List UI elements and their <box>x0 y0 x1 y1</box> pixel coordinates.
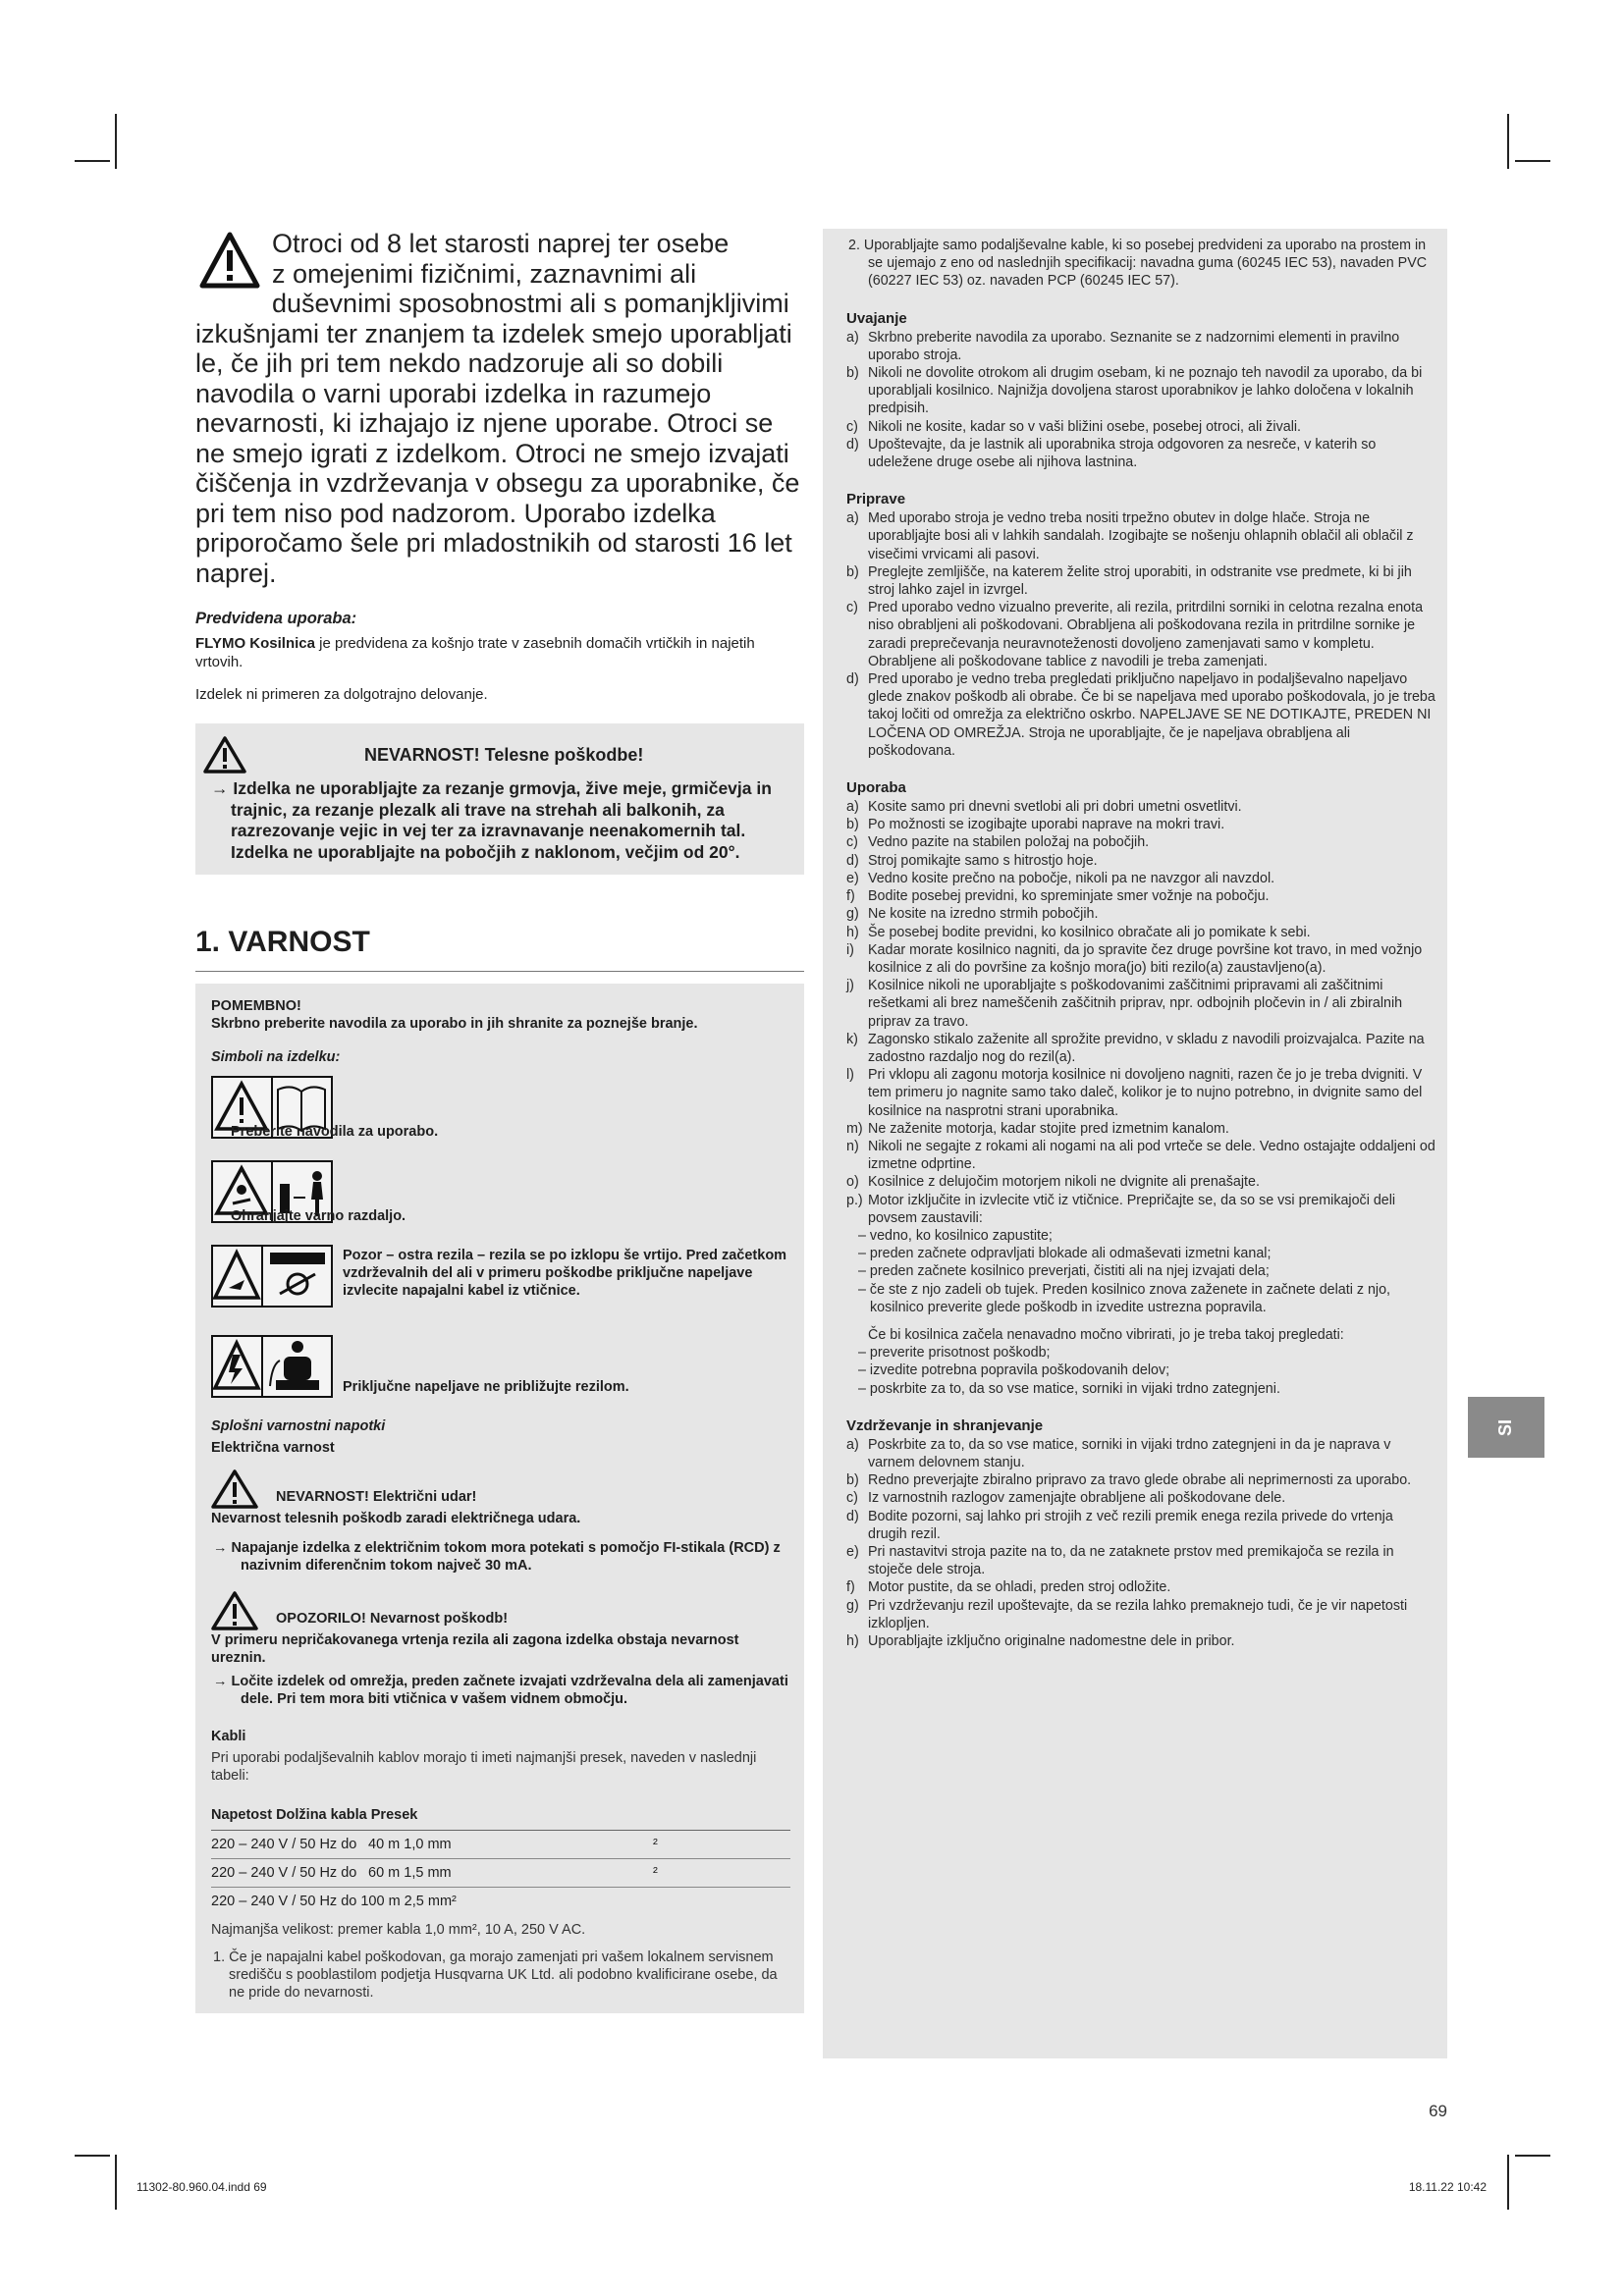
danger-header <box>203 735 794 774</box>
symbol-caption: Preberite navodila za uporabo. <box>231 1124 439 1140</box>
list-item-text: Skrbno preberite navodila za uporabo. Seznanite se z nadzornimi elementi in pravilno uporabo stroja. <box>868 329 1400 363</box>
important-label: POMEMBNO! <box>211 998 301 1014</box>
list-item-text: Stroj pomikajte samo s hitrostjo hoje. <box>868 852 1098 869</box>
list-item-key: f) <box>846 888 855 905</box>
left-column <box>195 229 804 2013</box>
page-number: 69 <box>1429 2102 1447 2120</box>
intended-use-body: je predvidena za košnjo trate v zasebnih domačih vrtičkih in najetih vrtovih. <box>195 635 755 670</box>
symbols-heading: Simboli na izdelku: <box>211 1049 341 1065</box>
electric-warning-instruction: → Napajanje izdelka z električnim tokom mora potekati s pomočjo FI-stikala (RCD) z nazivnim diferenčnim tokom največ 30 mA. <box>213 1540 781 1574</box>
list-item <box>846 905 1435 923</box>
list-item <box>846 599 1435 670</box>
electric-warning-title: NEVARNOST! Električni udar! <box>276 1489 477 1505</box>
symbol-row <box>211 1245 790 1325</box>
list-item-key: e) <box>846 870 859 886</box>
list-item <box>846 418 1435 436</box>
list-item-text: Iz varnostnih razlogov zamenjajte obrabljene ali poškodovane dele. <box>868 1490 1286 1507</box>
list-item-text: Motor izključite in izvlecite vtič iz vtičnice. Prepričajte se, da so se vsi premikajoči deli povsem zaustavili: <box>868 1192 1396 1226</box>
list-item-text: Pred uporabo vedno vizualno preverite, ali rezila, pritrdilni sorniki in celotna rezalna enota niso obrabljeni ali poškodovani. Obrabljena ali poškodovana rezila in pritrdilne sornike je zaradi preprečevanja neuravnoteženosti dovoljeno zamenjavati samo v kompletu. Obrabljene ali poškodovane tablice z navodili je treba zamenjati. <box>868 600 1424 669</box>
children-warning <box>195 229 804 588</box>
min-size-note: Najmanjša velikost: premer kabla 1,0 mm², 10 A, 250 V AC. <box>211 1922 586 1938</box>
table-cell: 40 m 1,0 mm <box>368 1831 653 1859</box>
list-item-key: l) <box>846 1067 854 1084</box>
list-item <box>846 509 1435 563</box>
list-item <box>846 833 1435 851</box>
danger-box <box>195 723 804 875</box>
vzdrzevanje-list <box>846 1436 1435 1650</box>
list-item-text: Ne zaženite motorja, kadar stojite pred izmetnim kanalom. <box>868 1120 1229 1137</box>
danger-body: → Izdelka ne uporabljajte za rezanje grmovja, žive meje, grmičevja in trajnic, za rezanje plezalk ali trave na strehah ali balkonih, za razrezovanje vejic in vej ter za izravnavanje neenakomernih tal. Izdelka ne uporabljajte na pobočjih z naklonom, večjim od 20°. <box>211 778 772 862</box>
list-item-text: Poskrbite za to, da so vse matice, sorniki in vijaki trdno zategnjeni in da je naprava v varnem delovnem stanju. <box>868 1436 1391 1470</box>
caution-warning <box>211 1590 790 1631</box>
list-item-key: c) <box>846 418 858 435</box>
list-item-text: Bodite posebej previdni, ko spreminjate smer vožnje na pobočju. <box>868 888 1270 905</box>
list-item <box>846 1632 1435 1650</box>
priprave-heading: Priprave <box>846 491 906 508</box>
cable-blade-icon <box>211 1335 333 1398</box>
list-item-text: Še posebej bodite previdni, ko kosilnico obračate ali jo pomikate k sebi. <box>868 924 1311 940</box>
safety-box <box>195 984 804 2013</box>
list-item-text: Uporabljajte izključno originalne nadomestne dele in pribor. <box>868 1633 1235 1650</box>
list-item-key: d) <box>846 852 859 869</box>
general-safety-heading: Splošni varnostni napotki <box>211 1418 386 1434</box>
crop-mark <box>1515 2155 1550 2157</box>
vzdrzevanje-heading: Vzdrževanje in shranjevanje <box>846 1416 1044 1434</box>
warning-triangle-icon <box>211 1468 258 1510</box>
dash-item: – preden začnete odpravljati blokade ali odmaševati izmetni kanal; <box>858 1246 1272 1262</box>
crop-mark <box>75 2155 110 2157</box>
list-item <box>846 798 1435 816</box>
dash-item: – preverite prisotnost poškodb; <box>858 1345 1051 1362</box>
list-item <box>846 563 1435 599</box>
list-item <box>846 329 1435 364</box>
caution-warning-text: V primeru nepričakovanega vrtenja rezila ali zagona izdelka obstaja nevarnost ureznin. <box>211 1632 739 1666</box>
brand-name: FLYMO Kosilnica <box>195 635 315 652</box>
list-item-key: j) <box>846 978 854 994</box>
crop-mark <box>115 114 117 169</box>
list-item-key: k) <box>846 1031 858 1047</box>
cable-notes <box>211 1921 790 2002</box>
caution-warning-instruction: → Ločite izdelek od omrežja, preden začnete izvajati vzdrževalna dela ali zamenjavati dele. Pri tem mora biti vtičnica v vašem vidnem območju. <box>213 1674 788 1707</box>
list-item-key: h) <box>846 1633 859 1650</box>
symbol-row <box>211 1076 790 1150</box>
list-item <box>846 977 1435 1031</box>
crop-mark <box>1515 160 1550 162</box>
list-item-text: Nikoli ne dovolite otrokom ali drugim osebam, ki ne poznajo teh navodil za uporabo, da bi uporabljali kosilnico. Najnižja dovoljena starost uporabnikov je lahko določena v lokalnih predpisih. <box>868 365 1423 417</box>
danger-title: NEVARNOST! Telesne poškodbe! <box>364 744 644 765</box>
list-item-text: Bodite pozorni, saj lahko pri strojih z več rezili premik enega rezila privede do vrtenja drugih rezil. <box>868 1508 1393 1542</box>
symbol-icons <box>211 1335 333 1403</box>
list-item-key: a) <box>846 1436 859 1453</box>
list-item-text: Motor pustite, da se ohladi, preden stroj odložite. <box>868 1579 1171 1596</box>
intro-text: z omejenimi fizičnimi, zaznavnimi ali duševnimi sposobnostmi ali s pomanjkljivimi izkušnjami ter znanjem ta izdelek smejo uporabljati le, če jih pri tem nekdo nadzoruje ali so dobili navodila o varni uporabi izdelka in razumejo nevarnosti, ki izhajajo iz njene uporabe. Otroci se ne smejo igrati z izdelkom. Otroci ne smejo izvajati čiščenja in vzdrževanja v obsegu za uporabnike, če pri tem niso pod nadzorom. Uporabo izdelka priporočamo šele pri mladostnikih od starosti 16 let naprej. <box>195 258 800 588</box>
list-item <box>846 1066 1435 1120</box>
list-item <box>846 1508 1435 1543</box>
cable-spec-item: 2. Uporabljajte samo podaljševalne kable, ki so posebej predvideni za uporabo na prostem in se ujemajo z eno od naslednjih specifikacij: navadna guma (60245 IEC 53), navaden PVC (60227 IEC 53) oz. navaden PCP (60245 IEC 57). <box>848 238 1428 290</box>
language-tab-label: SI <box>1495 1418 1516 1436</box>
section-title: 1. VARNOST <box>195 926 804 972</box>
list-item-text: Pri vklopu ali zagonu motorja kosilnice ni dovoljeno nagniti, razen če jo je treba dvigniti. V tem primeru jo nagnite samo tako daleč, kolikor je to nujno potrebno, in dvignite samo del kosilnice na nasprotni strani uporabnika. <box>868 1067 1423 1119</box>
list-item <box>846 1578 1435 1596</box>
symbol-caption: Ohranjajte varno razdaljo. <box>231 1208 406 1224</box>
intended-use-heading: Predvidena uporaba: <box>195 610 357 627</box>
list-item-text: Upoštevajte, da je lastnik ali uporabnika stroja odgovoren za nesreče, v katerih so udeležene druge osebe ali njihova lastnina. <box>868 436 1377 471</box>
list-item <box>846 1138 1435 1173</box>
table-cell: 60 m 1,5 mm <box>368 1859 653 1888</box>
list-item-text: Pri nastavitvi stroja pazite na to, da ne zataknete prstov med premikajoča se rezila in stoječe dele stroja. <box>868 1544 1394 1578</box>
intended-use-text <box>195 634 804 671</box>
list-item <box>846 1436 1435 1471</box>
list-item-key: a) <box>846 799 859 816</box>
table-cell: 220 – 240 V / 50 Hz do 100 m 2,5 mm² <box>211 1894 457 1909</box>
list-item <box>846 852 1435 870</box>
crop-mark <box>1507 114 1509 169</box>
dash-item: – izvedite potrebna popravila poškodovanih delov; <box>858 1362 1170 1379</box>
list-item <box>846 1192 1435 1227</box>
list-item <box>846 364 1435 418</box>
list-item-text: Kosilnice z delujočim motorjem nikoli ne dvignite ali prenašajte. <box>868 1174 1260 1191</box>
uvajanje-heading: Uvajanje <box>846 309 907 327</box>
list-item-key: d) <box>846 436 859 453</box>
crop-mark <box>115 2155 117 2210</box>
list-item-key: d) <box>846 1508 859 1524</box>
list-item <box>846 816 1435 833</box>
list-item <box>846 1120 1435 1138</box>
list-item <box>846 870 1435 887</box>
sharp-blades-icon <box>211 1245 333 1308</box>
list-item-text: Pri vzdrževanju rezil upoštevajte, da se rezila lahko premaknejo tudi, če je vir napetosti izklopljen. <box>868 1597 1408 1631</box>
intro-line-1: Otroci od 8 let starosti naprej ter osebe <box>272 229 730 258</box>
list-item-key: a) <box>846 510 859 527</box>
list-item-text: Ne kosite na izredno strmih pobočjih. <box>868 906 1099 923</box>
list-item-key: a) <box>846 329 859 346</box>
list-item <box>846 1597 1435 1632</box>
list-item <box>846 924 1435 941</box>
list-item-text: Po možnosti se izogibajte uporabi naprave na mokri travi. <box>868 817 1225 833</box>
symbol-row <box>211 1160 790 1235</box>
list-item-text: Med uporabo stroja je vedno treba nositi trpežno obutev in dolge hlače. Stroja ne uporabljajte bosi ali v lahkih sandalah. Izogibajte se nošenju ohlapnih oblačil ali oblačil z visečimi vrvicami ali pasovi. <box>868 510 1414 562</box>
table-row <box>211 1859 790 1888</box>
uporaba-dashes-2 <box>846 1344 1435 1398</box>
crop-mark <box>75 160 110 162</box>
dash-item: – preden začnete kosilnico preverjati, čistiti ali na njej izvajati dela; <box>858 1263 1270 1280</box>
list-item <box>846 1471 1435 1489</box>
dash-item: – vedno, ko kosilnico zapustite; <box>858 1227 1053 1244</box>
important-text: Skrbno preberite navodila za uporabo in jih shranite za poznejše branje. <box>211 1016 698 1032</box>
cable-table <box>211 1806 790 1915</box>
list-item-key: c) <box>846 834 858 851</box>
uvajanje-list <box>846 329 1435 472</box>
list-item-key: b) <box>846 817 859 833</box>
dash-item: – poskrbite za to, da so vse matice, sorniki in vijaki trdno zategnjeni. <box>858 1380 1280 1397</box>
list-item-text: Vedno pazite na stabilen položaj na pobočjih. <box>868 834 1150 851</box>
cables-heading: Kabli <box>211 1729 246 1744</box>
language-tab <box>1468 1397 1544 1458</box>
electric-safety-heading: Električna varnost <box>211 1440 335 1456</box>
list-item <box>846 670 1435 760</box>
list-item-key: g) <box>846 906 859 923</box>
uporaba-dashes <box>846 1227 1435 1316</box>
list-item-text: Kosite samo pri dnevni svetlobi ali pri dobri umetni osvetlitvi. <box>868 799 1242 816</box>
symbol-caption: Pozor – ostra rezila – rezila se po izklopu še vrtijo. Pred začetkom vzdrževalnih del ali v primeru poškodbe priključne napeljave izvlecite napajalni kabel iz vtičnice. <box>343 1248 787 1299</box>
list-item <box>846 1543 1435 1578</box>
table-cell: ² <box>653 1831 790 1859</box>
symbol-icons <box>211 1245 333 1312</box>
electric-warning <box>211 1468 790 1510</box>
right-column <box>823 229 1447 2058</box>
footer-file: 11302-80.960.04.indd 69 <box>136 2180 267 2194</box>
list-item-text: Nikoli ne segajte z rokami ali nogami na ali pod vrteče se dele. Vedno ostajajte oddaljeni od izmetne odprtine. <box>868 1138 1435 1173</box>
table-row <box>211 1831 790 1859</box>
list-item-key: n) <box>846 1138 859 1154</box>
vibration-text: Če bi kosilnica začela nenavadno močno vibrirati, jo je treba takoj pregledati: <box>868 1326 1344 1343</box>
uporaba-heading: Uporaba <box>846 779 906 797</box>
electric-warning-text: Nevarnost telesnih poškodb zaradi električnega udara. <box>211 1511 581 1526</box>
list-item-text: Kosilnice nikoli ne uporabljajte s poškodovanimi zaščitnimi pripravami ali zaščitnimi rešetkami ali brez nameščenih zaščitnih priprav, npr. odbojnih pločevin in / ali zbiralnih priprav za travo. <box>868 978 1403 1030</box>
footer-date: 18.11.22 10:42 <box>1408 2180 1487 2194</box>
crop-mark <box>1507 2155 1509 2210</box>
list-item-text: Redno preverjajte zbiralno pripravo za travo glede obrabe ali neprimernosti za uporabo. <box>868 1472 1412 1489</box>
symbol-caption: Priključne napeljave ne približujte rezilom. <box>343 1379 629 1395</box>
list-item <box>846 1031 1435 1066</box>
list-item-key: d) <box>846 671 859 688</box>
list-item-key: b) <box>846 563 859 580</box>
list-item-text: Zagonsko stikalo zaženite all sprožite previdno, v skladu z navodili proizvajalca. Pazite na zadostno razdaljo nog do rezil(a). <box>868 1031 1425 1065</box>
list-item-key: b) <box>846 365 859 382</box>
warning-triangle-icon <box>199 231 260 290</box>
warning-triangle-icon <box>203 735 246 774</box>
table-header: Napetost Dolžina kabla Presek <box>211 1806 790 1831</box>
warning-triangle-icon <box>211 1590 258 1631</box>
table-cell: 220 – 240 V / 50 Hz do <box>211 1831 368 1859</box>
uporaba-list <box>846 798 1435 1227</box>
list-item-key: i) <box>846 941 854 958</box>
list-item-text: Kadar morate kosilnico nagniti, da jo spravite čez druge površine kot travo, in med vožnjo kosilnice z ali do površine za košnjo mora(jo) biti rezilo(a) zaustavljeno(a). <box>868 941 1423 976</box>
list-item-text: Vedno kosite prečno na pobočje, nikoli pa ne navzgor ali navzdol. <box>868 870 1275 886</box>
table-cell: ² <box>653 1859 790 1888</box>
note-1: 1. Če je napajalni kabel poškodovan, ga morajo zamenjati pri vašem lokalnem servisnem središču s pooblastilom podjetja Husqvarna UK Ltd. ali podobno kvalificirane osebe, da ne pride do nevarnosti. <box>213 1949 778 2001</box>
list-item-key: c) <box>846 1490 858 1507</box>
dash-item: – če ste z njo zadeli ob tujek. Preden kosilnico znova zaženete in začnete delati z njo, kosilnico preverite glede poškodb in izvedite ustrezna popravila. <box>858 1281 1391 1315</box>
list-item-key: p.) <box>846 1192 863 1208</box>
symbol-row <box>211 1335 790 1410</box>
list-item <box>846 887 1435 905</box>
list-item-text: Nikoli ne kosite, kadar so v vaši bližini osebe, posebej otroci, ali živali. <box>868 418 1302 435</box>
list-item-key: o) <box>846 1174 859 1191</box>
list-item-key: f) <box>846 1579 855 1596</box>
list-item-text: Preglejte zemljišče, na katerem želite stroj uporabiti, in odstranite vse predmete, ki bi jih stroj lahko zajel in izvrgel. <box>868 563 1412 599</box>
list-item <box>846 941 1435 977</box>
table-row <box>211 1888 790 1916</box>
list-item-text: Pred uporabo je vedno treba pregledati priključno napeljavo in podaljševalno napeljavo glede znakov poškodb ali obrabe. Če bi se napeljava med uporabo poškodovala, jo je treba takoj ločiti od omrežja za električno oskrbo. NAPELJAVE SE NE DOTIKAJTE, PREDEN NI LOČENA OD OMREŽJA. Stroja ne uporabljajte, če je napeljava obrabljena ali poškodovana. <box>868 671 1435 759</box>
list-item-key: m) <box>846 1120 863 1137</box>
list-item <box>846 1173 1435 1191</box>
list-item-key: c) <box>846 600 858 616</box>
table-cell: 220 – 240 V / 50 Hz do <box>211 1859 368 1888</box>
intended-use-note: Izdelek ni primeren za dolgotrajno delovanje. <box>195 686 488 703</box>
cables-text: Pri uporabi podaljševalnih kablov morajo ti imeti najmanjši presek, naveden v naslednji tabeli: <box>211 1750 757 1784</box>
priprave-list <box>846 509 1435 760</box>
list-item-key: h) <box>846 924 859 940</box>
list-item-key: e) <box>846 1544 859 1560</box>
list-item <box>846 1489 1435 1507</box>
list-item <box>846 436 1435 471</box>
caution-warning-title: OPOZORILO! Nevarnost poškodb! <box>276 1611 509 1627</box>
list-item-key: g) <box>846 1597 859 1614</box>
list-item-key: b) <box>846 1472 859 1489</box>
